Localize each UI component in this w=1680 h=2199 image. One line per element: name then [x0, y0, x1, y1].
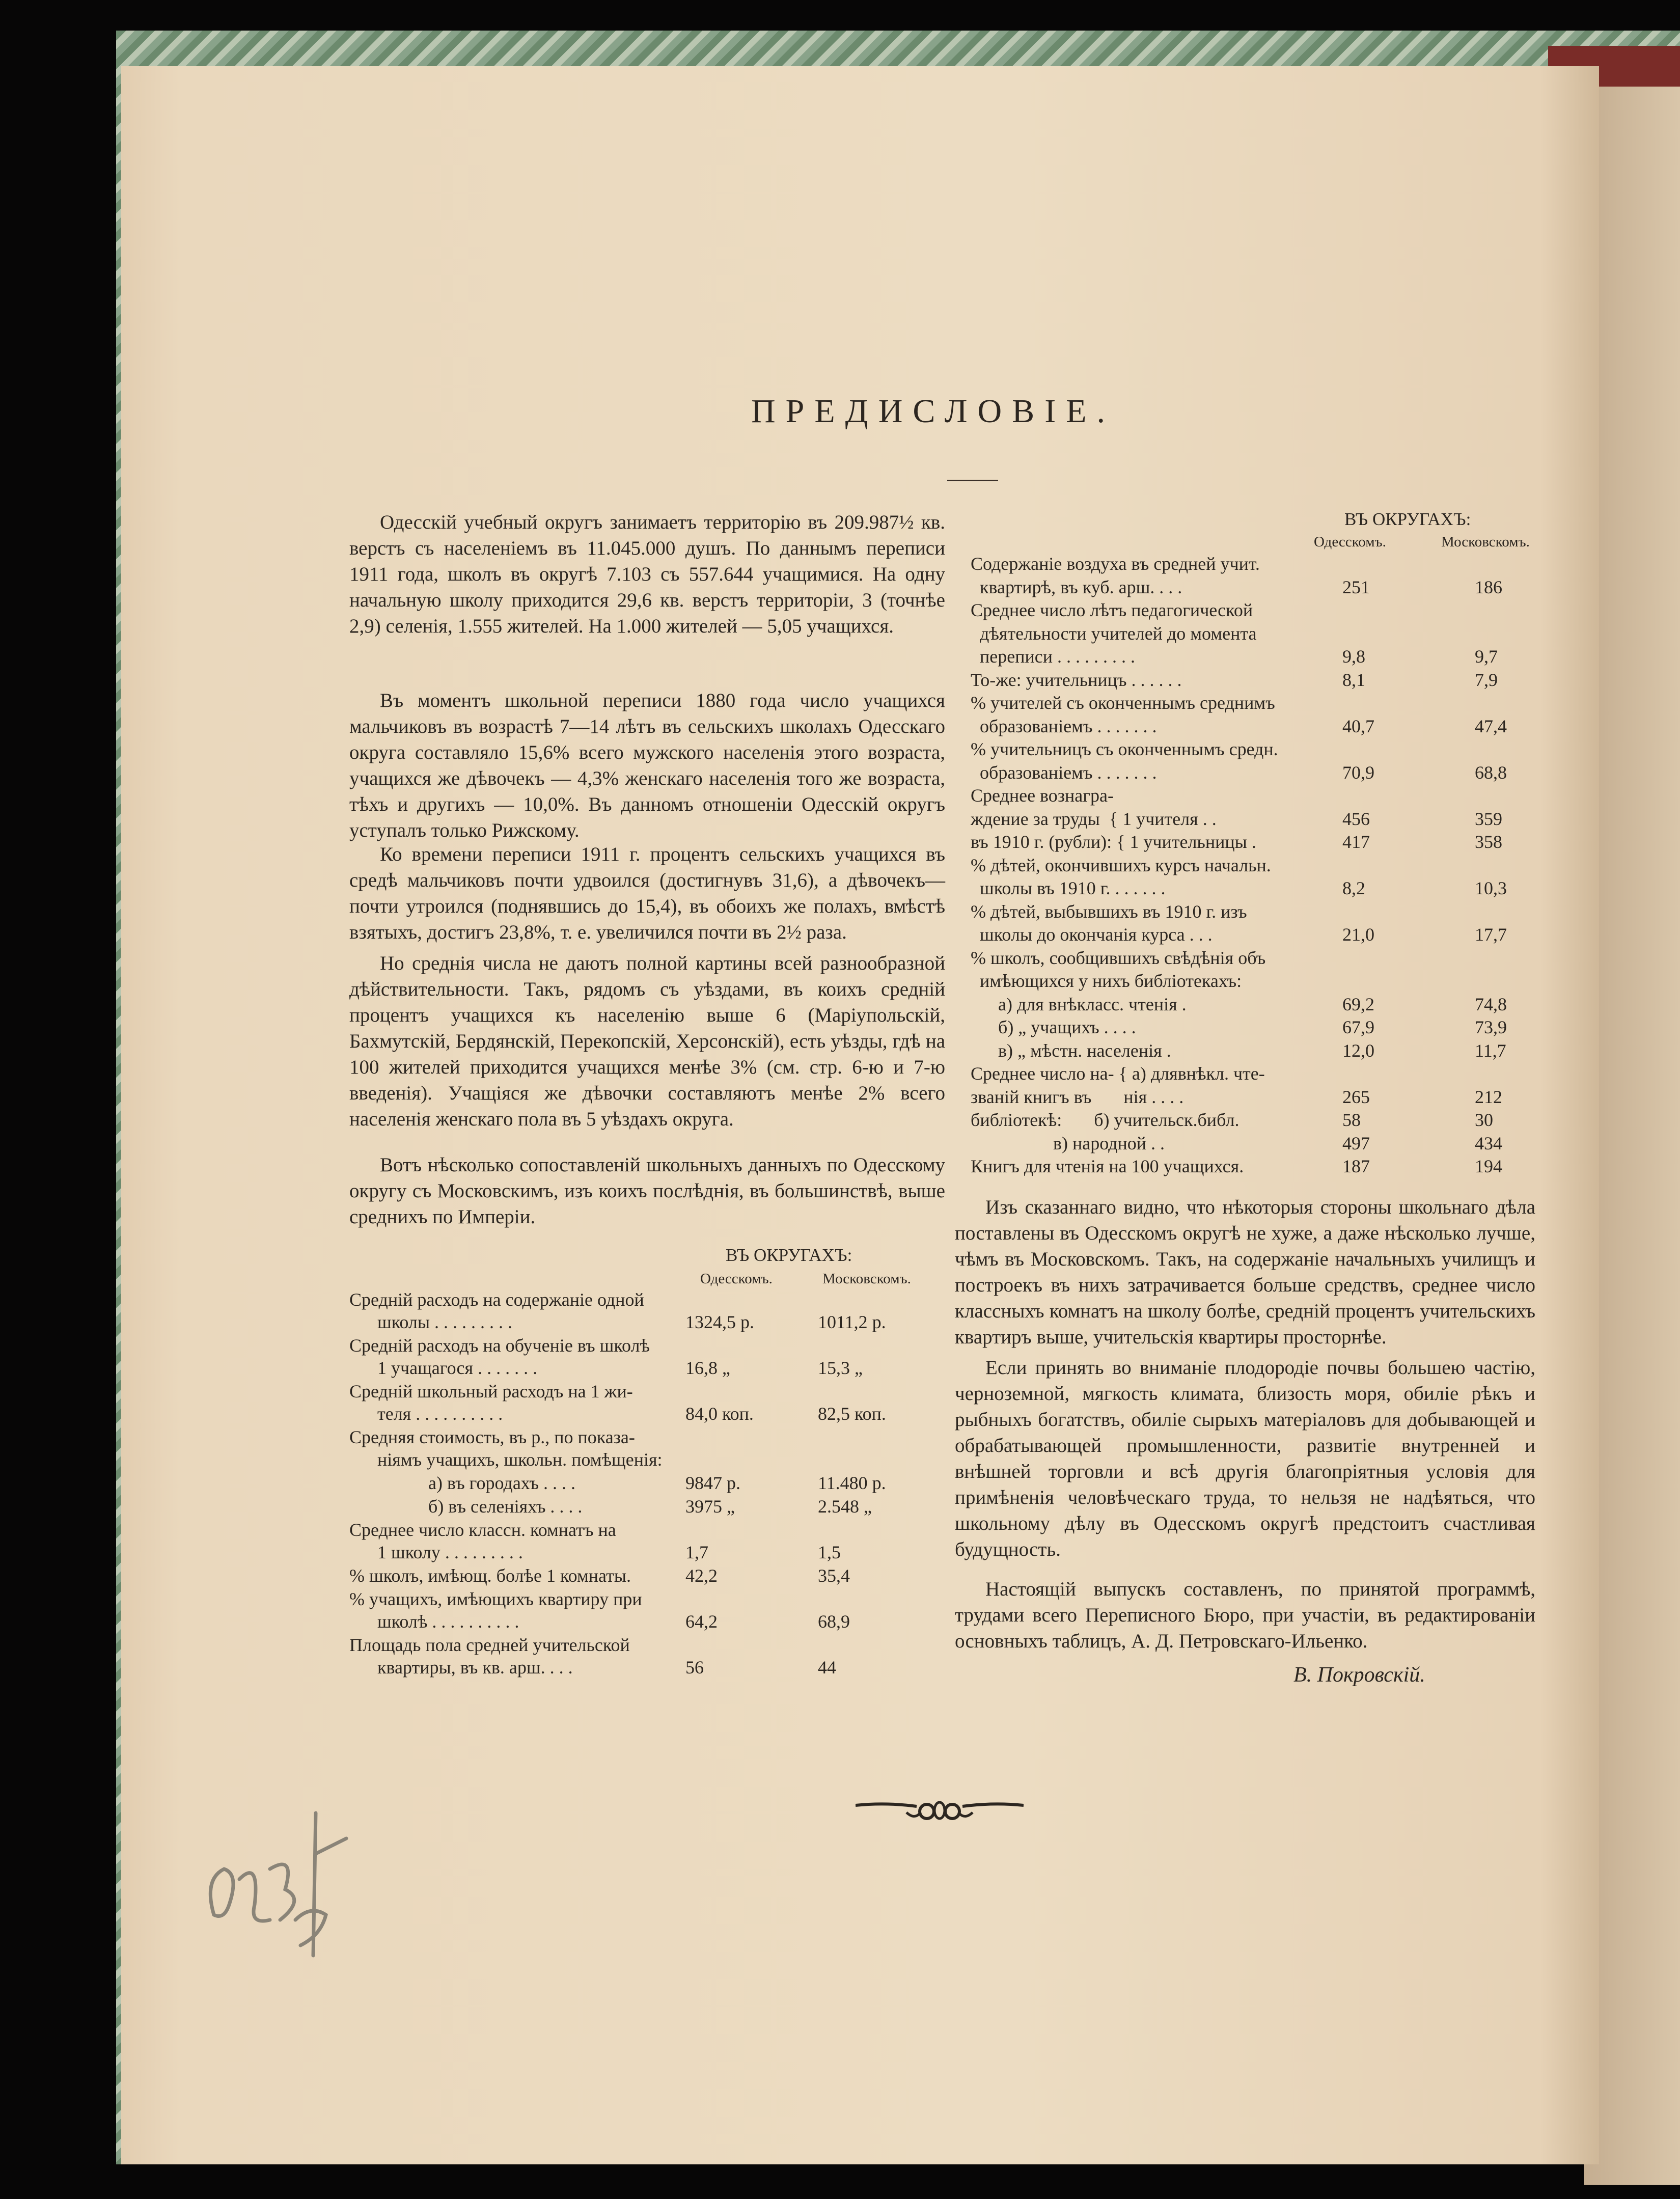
- paragraph-5: Вотъ нѣсколько сопоставленій школьныхъ данныхъ по Одесскому округу съ Московскимъ, изъ коихъ послѣднія, въ большинствѣ, выше среднихъ по Имперіи.: [349, 1154, 945, 1228]
- table-left-value-moscow: 82,5 коп.: [818, 1404, 886, 1424]
- table-right-row-label: ждение за труды { 1 учителя . .: [971, 808, 1217, 829]
- table-left-value-odessa: 84,0 коп.: [685, 1404, 754, 1424]
- paragraph-8: Настоящій выпускъ составленъ, по принятой программѣ, трудами всего Переписного Бюро, при участіи, въ редактированіи основныхъ таблицъ, А. Д. Петровскаго-Ильенко.: [955, 1578, 1535, 1652]
- table-left-value-odessa: 1324,5 р.: [685, 1312, 754, 1332]
- table-right-col2: Московскомъ.: [1441, 534, 1530, 550]
- table-right-value-odessa: 417: [1342, 832, 1370, 852]
- title-rule: [947, 480, 998, 481]
- paragraph-6: Изъ сказаннаго видно, что нѣкоторыя стороны школьнаго дѣла поставлены въ Одесскомъ округѣ не хуже, а даже нѣсколько лучше, чѣмъ въ Московскомъ. Такъ, на содержаніе начальныхъ училищъ и построекъ въ нихъ затрачивается больше средствъ, среднее число классныхъ комнатъ на школу болѣе, средній процентъ учительскихъ квартиръ выше, учительскія квартиры просторнѣе.: [955, 1196, 1535, 1348]
- table-right-value-odessa: 70,9: [1342, 762, 1374, 783]
- table-right-row-label: званій книгъ въ нія . . . .: [971, 1086, 1184, 1107]
- table-right-row-label: Среднее число на- { а) длявнѣкл. чте-: [971, 1063, 1265, 1084]
- table-left-row-label: Площадь пола средней учительской: [349, 1635, 630, 1655]
- table-left-col2: Московскомъ.: [822, 1271, 911, 1287]
- table-right-row-label: % дѣтей, окончившихъ курсъ начальн.: [971, 855, 1271, 875]
- table-right-value-odessa: 58: [1342, 1110, 1361, 1130]
- table-right-value-odessa: 8,1: [1342, 669, 1365, 690]
- table-right-row-label: библіотекѣ: б) учительск.библ.: [971, 1110, 1240, 1130]
- table-right-row-label: имѣющихся у нихъ библіотекахъ:: [971, 971, 1242, 991]
- table-right-value-moscow: 9,7: [1475, 646, 1498, 667]
- table-right-value-odessa: 67,9: [1342, 1017, 1374, 1037]
- table-right-value-odessa: 69,2: [1342, 994, 1374, 1014]
- table-left-col1: Одесскомъ.: [700, 1271, 773, 1287]
- table-right-row-label: в) народной . .: [971, 1133, 1165, 1153]
- table-right-value-moscow: 73,9: [1475, 1017, 1507, 1037]
- table-right-value-moscow: 359: [1475, 808, 1502, 829]
- table-left-value-odessa: 64,2: [685, 1611, 718, 1632]
- table-right-row-label: % дѣтей, выбывшихъ въ 1910 г. изъ: [971, 901, 1247, 922]
- table-left-value-moscow: 2.548 „: [818, 1496, 872, 1517]
- table-left-value-moscow: 68,9: [818, 1611, 850, 1632]
- table-right-value-moscow: 212: [1475, 1086, 1502, 1107]
- table-left-row-label: Средняя стоимость, въ р., по показа-: [349, 1427, 635, 1447]
- table-right-value-odessa: 456: [1342, 808, 1370, 829]
- table-left-row-label: Средній расходъ на содержаніе одной: [349, 1289, 644, 1310]
- table-right-row-label: Среднее вознагра-: [971, 785, 1114, 806]
- table-right-row-label: а) для внѣкласс. чтенія .: [971, 994, 1187, 1014]
- table-right-row-label: образованіемъ . . . . . . .: [971, 762, 1157, 783]
- table-right-value-odessa: 12,0: [1342, 1040, 1374, 1061]
- table-right-value-moscow: 434: [1475, 1133, 1502, 1153]
- table-left-row-label: б) въ селеніяхъ . . . .: [428, 1496, 583, 1517]
- table-right-value-moscow: 10,3: [1475, 878, 1507, 898]
- table-right-value-moscow: 194: [1475, 1156, 1502, 1176]
- table-right-value-odessa: 9,8: [1342, 646, 1365, 667]
- table-left-row-label-cont: школѣ . . . . . . . . . .: [377, 1611, 519, 1632]
- table-left-row-label-cont: 1 школу . . . . . . . . .: [377, 1542, 523, 1562]
- table-right-value-moscow: 30: [1475, 1110, 1493, 1130]
- table-left-value-odessa: 1,7: [685, 1542, 708, 1562]
- table-right-value-moscow: 17,7: [1475, 924, 1507, 945]
- table-right-value-odessa: 265: [1342, 1086, 1370, 1107]
- pencil-annotation: [194, 1752, 362, 1968]
- table-right-value-moscow: 11,7: [1475, 1040, 1506, 1061]
- table-right-row-label: в) „ мѣстн. населенія .: [971, 1040, 1171, 1061]
- table-left-value-odessa: 16,8 „: [685, 1358, 730, 1378]
- table-right-row-label: % учителей съ оконченнымъ среднимъ: [971, 693, 1275, 713]
- table-right-value-moscow: 74,8: [1475, 994, 1507, 1014]
- table-right-value-odessa: 497: [1342, 1133, 1370, 1153]
- table-right-row-label: школы въ 1910 г. . . . . . .: [971, 878, 1166, 898]
- page-title: ПРЕДИСЛОВІЕ.: [751, 393, 1115, 430]
- table-left-value-moscow: 11.480 р.: [818, 1473, 886, 1493]
- table-left-value-moscow: 35,4: [818, 1565, 850, 1586]
- table-right-row-label: То-же: учительницъ . . . . . .: [971, 669, 1182, 690]
- table-right-value-moscow: 358: [1475, 832, 1502, 852]
- table-left-row-label: Средній школьный расходъ на 1 жи-: [349, 1381, 633, 1401]
- table-right-col1: Одесскомъ.: [1314, 534, 1386, 550]
- table-right-row-label: % школъ, сообщившихъ свѣдѣнія объ: [971, 947, 1266, 968]
- paragraph-7: Если принять во вниманіе плодородіе почвы большею частію, черноземной, мягкость климата, близость моря, обиліе рѣкъ и рыбныхъ богатствъ, обиліе сырыхъ матеріаловъ для добывающей и обрабатывающей промышленности, развитіе внутренней и внѣшней торговли и всѣ другія благопріятныя условія для примѣненія человѣческаго труда, то нельзя не надѣяться, что школьному дѣлу въ Одесскомъ округѣ предстоитъ счастливая будущность.: [955, 1357, 1535, 1560]
- table-left-row-label: % учащихъ, имѣющихъ квартиру при: [349, 1589, 642, 1609]
- table-left-row-label: а) въ городахъ . . . .: [428, 1473, 576, 1493]
- table-right-row-label: Среднее число лѣтъ педагогической: [971, 600, 1253, 620]
- table-right-value-odessa: 8,2: [1342, 878, 1365, 898]
- table-left-row-label: Средній расходъ на обученіе въ школѣ: [349, 1335, 650, 1356]
- table-left-row-label-cont: квартиры, въ кв. арш. . . .: [377, 1657, 573, 1678]
- ornament-icon: [856, 1795, 1024, 1828]
- paragraph-3: Ко времени переписи 1911 г. процентъ сельскихъ учащихся въ средѣ мальчиковъ почти удвоился (достигнувъ 31,6), а дѣвочекъ— почти утроился (поднявшись до 15,4), въ обоихъ же полахъ, вмѣстѣ взятыхъ, достигъ 23,8%, т. е. увеличился почти въ 2½ раза.: [349, 843, 945, 943]
- table-left-value-moscow: 44: [818, 1657, 836, 1678]
- table-right-row-label: въ 1910 г. (рубли): { 1 учительницы .: [971, 832, 1256, 852]
- table-left-value-moscow: 1011,2 р.: [818, 1312, 886, 1332]
- table-left-row-label-cont: теля . . . . . . . . . .: [377, 1404, 503, 1424]
- table-right-row-label: % учительницъ съ оконченнымъ средн.: [971, 739, 1278, 759]
- table-left-row-label-cont: 1 учащагося . . . . . . .: [377, 1358, 538, 1378]
- table-right-value-moscow: 7,9: [1475, 669, 1498, 690]
- table-right-value-moscow: 47,4: [1475, 716, 1507, 736]
- table-right-row-label: б) „ учащихъ . . . .: [971, 1017, 1136, 1037]
- table-right: [971, 553, 1561, 1189]
- table-left-value-odessa: 56: [685, 1657, 704, 1678]
- table-left-row-label-cont: ніямъ учащихъ, школьн. помѣщенія:: [377, 1449, 663, 1470]
- table-right-value-odessa: 21,0: [1342, 924, 1374, 945]
- table-right-value-moscow: 68,8: [1475, 762, 1507, 783]
- table-left-value-odessa: 3975 „: [685, 1496, 735, 1517]
- table-right-row-label: Содержаніе воздуха въ средней учит.: [971, 554, 1260, 574]
- table-right-row-label: Книгъ для чтенія на 100 учащихся.: [971, 1156, 1244, 1176]
- table-left-value-odessa: 42,2: [685, 1565, 718, 1586]
- table-left-value-moscow: 15,3 „: [818, 1358, 863, 1378]
- paragraph-1: Одесскій учебный округъ занимаетъ территорію въ 209.987½ кв. верстъ съ населеніемъ въ 11.045.000 душъ. По даннымъ переписи 1911 года, школъ въ округѣ 7.103 съ 557.644 учащимися. На одну начальную школу приходится 29,6 кв. верстъ территоріи, 3 (точнѣе 2,9) селенія, 1.555 жителей. На 1.000 жителей — 5,05 учащихся.: [349, 511, 945, 637]
- table-right-row-label: квартирѣ, въ куб. арш. . . .: [971, 576, 1182, 597]
- table-right-row-label: школы до окончанія курса . . .: [971, 924, 1213, 945]
- table-left-value-odessa: 9847 р.: [685, 1473, 740, 1493]
- table-right-row-label: образованіемъ . . . . . . .: [971, 716, 1157, 736]
- paragraph-4: Но среднія числа не даютъ полной картины всей разнообразной дѣйствительности. Такъ, рядомъ съ уѣздами, въ коихъ средній процентъ учащихся къ населенію выше 6 (Маріупольскій, Бахмутскій, Бердянскій, Перекопскій, Херсонскій), есть уѣзды, гдѣ на 100 жителей приходится учащихся менѣе 3% (см. стр. 6-ю и 7-ю введенія). Учащіяся же дѣвочки составляютъ менѣе 2% всего населенія женскаго пола въ 5 уѣздахъ округа.: [349, 952, 945, 1130]
- table-left-row-label-cont: школы . . . . . . . . .: [377, 1312, 513, 1332]
- table-left: [349, 1288, 945, 1686]
- signature: В. Покровскій.: [1293, 1663, 1425, 1687]
- table-left-row-label: % школъ, имѣющ. болѣе 1 комнаты.: [349, 1565, 631, 1586]
- table-right-value-odessa: 251: [1342, 576, 1370, 597]
- paragraph-2: Въ моментъ школьной переписи 1880 года число учащихся мальчиковъ въ возрастѣ 7—14 лѣтъ въ сельскихъ школахъ Одесскаго округа составляло 15,6% всего мужского населенія этого возраста, учащихся же дѣвочекъ — 4,3% женскаго населенія того же возраста, тѣхъ и другихъ — 10,0%. Въ данномъ отношеніи Одесскій округъ уступалъ только Рижскому.: [349, 690, 945, 841]
- table-right-row-label: переписи . . . . . . . . .: [971, 646, 1135, 667]
- table-right-value-odessa: 40,7: [1342, 716, 1374, 736]
- table-right-value-odessa: 187: [1342, 1156, 1370, 1176]
- table-left-value-moscow: 1,5: [818, 1542, 841, 1562]
- table-right-value-moscow: 186: [1475, 576, 1502, 597]
- table-right-row-label: дѣятельности учителей до момента: [971, 623, 1257, 644]
- table-right-header: ВЪ ОКРУГАХЪ:: [1344, 509, 1471, 529]
- table-left-header: ВЪ ОКРУГАХЪ:: [726, 1245, 852, 1265]
- table-left-row-label: Среднее число классн. комнатъ на: [349, 1520, 616, 1540]
